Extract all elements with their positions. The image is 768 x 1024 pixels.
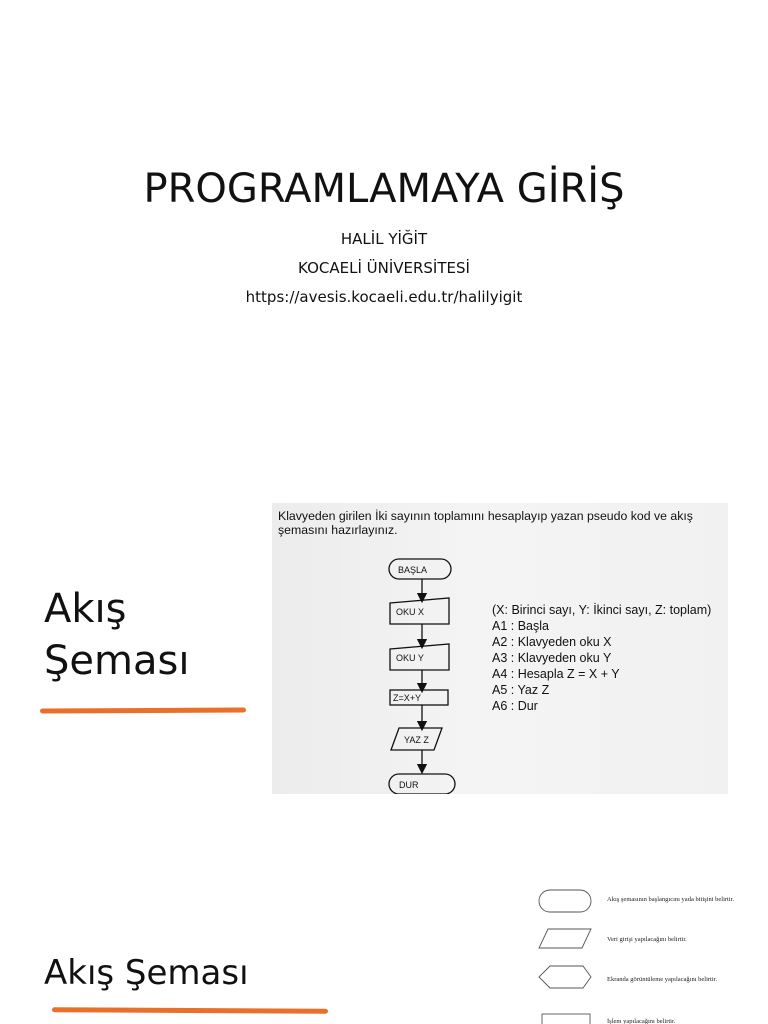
pseudo-line: A5 : Yaz Z bbox=[492, 683, 550, 697]
read-x-label: OKU X bbox=[396, 607, 425, 617]
slide-heading: Akış Şeması bbox=[44, 953, 249, 993]
symbols-slide bbox=[0, 835, 768, 1024]
compute-label: Z=X+Y bbox=[393, 693, 422, 703]
profile-url: https://avesis.kocaeli.edu.tr/halilyigit bbox=[245, 288, 523, 306]
pseudo-line: A4 : Hesapla Z = X + Y bbox=[492, 667, 620, 681]
pseudo-line: A6 : Dur bbox=[492, 699, 538, 713]
exercise-question: Klavyeden girilen İki sayının toplamını hesaplayıp yazan pseudo kod ve akış şemasını hazırlayınız. bbox=[278, 509, 693, 537]
pseudo-code bbox=[492, 602, 711, 714]
process-symbol bbox=[542, 1014, 590, 1024]
pseudo-line: A2 : Klavyeden oku X bbox=[492, 635, 612, 649]
legend-text: Akış şemasının başlangıcını yada bitişini belirtir. bbox=[607, 896, 735, 903]
flowchart-figure bbox=[272, 503, 728, 794]
start-label: BAŞLA bbox=[398, 565, 428, 575]
read-y-label: OKU Y bbox=[396, 653, 424, 663]
pseudo-line: (X: Birinci sayı, Y: İkinci sayı, Z: toplam) bbox=[492, 603, 712, 617]
input-symbol bbox=[539, 929, 591, 948]
pseudo-line: A3 : Klavyeden oku Y bbox=[492, 651, 612, 665]
flowchart-slide bbox=[0, 450, 768, 835]
author-name: HALİL YİĞİT bbox=[340, 230, 428, 248]
title-slide bbox=[0, 0, 768, 450]
display-symbol bbox=[539, 966, 591, 988]
slide-heading: Akış Şeması bbox=[44, 586, 190, 684]
university-name: KOCAELİ ÜNİVERSİTESİ bbox=[298, 259, 470, 277]
write-label: YAZ Z bbox=[404, 735, 429, 745]
accent-underline bbox=[40, 707, 246, 713]
terminal-symbol bbox=[539, 890, 591, 912]
symbols-legend bbox=[0, 835, 768, 1024]
legend-text: Ekranda görüntüleme yapılacağını belirtir. bbox=[607, 976, 718, 983]
legend-text: İşlem yapılacağını belirtir. bbox=[607, 1018, 676, 1024]
pseudo-line: A1 : Başla bbox=[492, 619, 549, 633]
page-title: PROGRAMLAMAYA GİRİŞ bbox=[143, 166, 625, 212]
legend-text: Veri girişi yapılacağını belirtir. bbox=[607, 936, 687, 943]
stop-label: DUR bbox=[399, 780, 419, 790]
